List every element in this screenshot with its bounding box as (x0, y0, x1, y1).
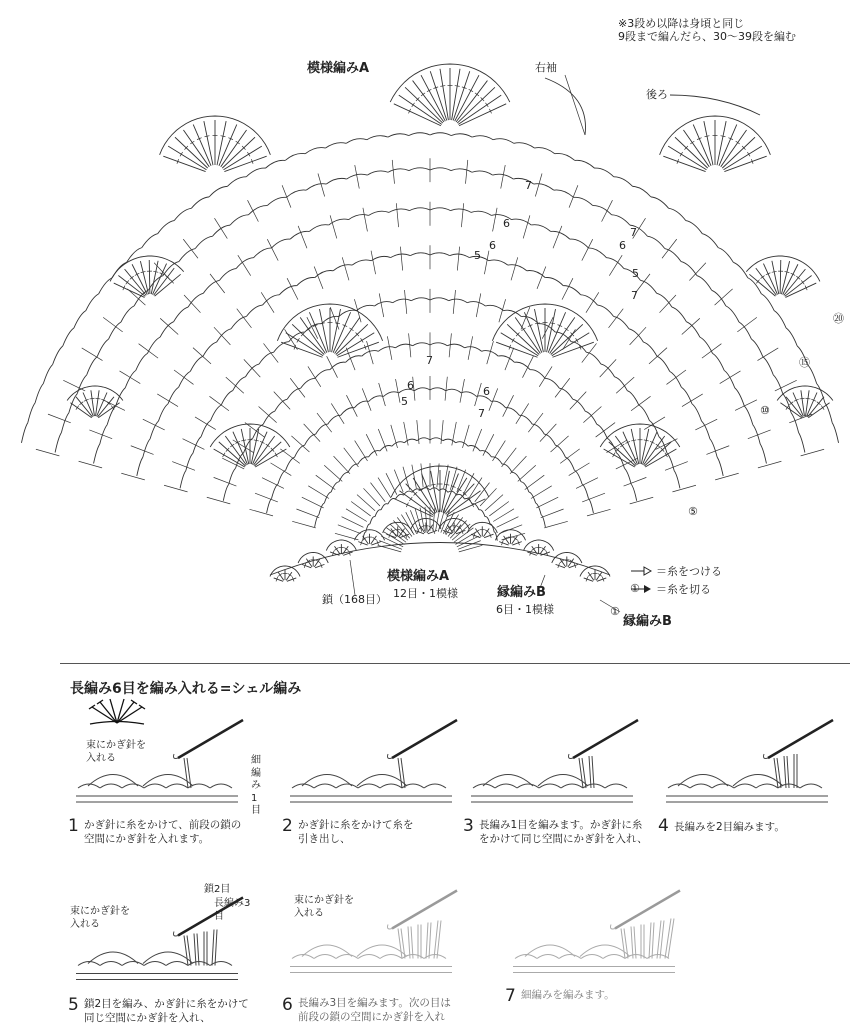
inner-number: 6 (483, 386, 490, 399)
step-5 (68, 878, 253, 1018)
step-3-illustration (463, 718, 648, 813)
step-1-illustration (68, 718, 253, 813)
step-5-callout-c: 長編み3目 (214, 898, 253, 923)
inner-number: 7 (478, 408, 485, 421)
row-marker-1b: ① (610, 606, 620, 619)
cut-yarn-icon (630, 584, 652, 594)
step-6-callout-a: 束にかぎ針を 入れる (294, 895, 354, 920)
step-4-illustration (658, 718, 843, 813)
step-6-number: 6 (282, 995, 293, 1015)
step-2-number: 2 (282, 816, 293, 836)
top-note: ※3段め以降は身頃と同じ 9段まで編んだら、30〜39段を編む (618, 18, 796, 43)
legend-cut-label: ＝糸を切る (656, 581, 711, 597)
step-7-caption: 細編みを編みます。 (521, 988, 693, 1002)
inner-number: 6 (619, 240, 626, 253)
step-3-number: 3 (463, 816, 474, 836)
label-edging-b: 縁編みB (497, 586, 546, 601)
step-2-illustration (282, 718, 467, 813)
inner-number: 7 (426, 355, 433, 368)
step-7 (505, 868, 690, 1018)
step-5-number: 5 (68, 995, 79, 1015)
label-pattern-a-repeat: 12目・1模様 (393, 588, 458, 601)
step-5-callout-a: 束にかぎ針を 入れる (70, 906, 130, 931)
inner-number: 6 (407, 380, 414, 393)
inner-number: 7 (631, 290, 638, 303)
legend-attach-label: ＝糸をつける (656, 563, 722, 579)
step-7-number: 7 (505, 986, 516, 1006)
inner-number: 7 (525, 180, 532, 193)
section-title: 長編み6目を編み入れる=シェル編み (70, 678, 301, 698)
step-1-callout-b: 細編み1目 (251, 755, 261, 818)
step-7-illustration (505, 876, 690, 996)
attach-yarn-icon (630, 566, 652, 576)
row-marker-1a: ① (630, 583, 640, 596)
row-marker-15: ⑮ (799, 357, 810, 370)
label-edging-b-side: 縁編みB (623, 615, 672, 630)
step-2 (282, 718, 467, 848)
step-4 (658, 718, 848, 848)
label-right-sleeve: 右袖 (535, 62, 557, 75)
inner-number: 7 (630, 227, 637, 240)
label-back: 後ろ (646, 89, 668, 102)
label-pattern-a-bottom: 模様編みA (387, 570, 449, 585)
inner-number: 6 (503, 218, 510, 231)
step-2-caption: かぎ針に糸をかけて糸を 引き出し、 (298, 818, 470, 846)
legend-attach (630, 563, 722, 579)
step-6 (282, 868, 482, 1018)
inner-number: 5 (632, 268, 639, 281)
label-edging-b-repeat: 6目・1模様 (496, 604, 554, 617)
step-1 (68, 718, 253, 848)
legend-cut (630, 581, 711, 597)
label-pattern-a-top: 模様編みA (307, 62, 369, 77)
inner-number: 5 (401, 396, 408, 409)
step-1-caption: かぎ針に糸をかけて、前段の鎖の 空間にかぎ針を入れます。 (84, 818, 256, 846)
step-4-number: 4 (658, 816, 669, 836)
step-5-callout-b: 鎖2目 (204, 884, 230, 897)
section-divider (60, 663, 850, 664)
step-4-caption: 長編みを2目編みます。 (674, 820, 846, 834)
step-6-caption: 長編み3目を編みます。次の目は 前段の鎖の空間にかぎ針を入れ (298, 996, 470, 1024)
row-marker-10: ⑩ (760, 405, 770, 418)
step-5-caption: 鎖2目を編み、かぎ針に糸をかけて 同じ空間にかぎ針を入れ、 (84, 997, 256, 1025)
step-1-number: 1 (68, 816, 79, 836)
row-marker-20: ⑳ (833, 313, 844, 326)
inner-number: 6 (489, 240, 496, 253)
inner-number: 5 (474, 250, 481, 263)
step-3-caption: 長編み1目を編みます。かぎ針に糸 をかけて同じ空間にかぎ針を入れ、 (479, 818, 651, 846)
row-marker-5: ⑤ (688, 506, 698, 519)
label-chain: 鎖（168目） (322, 594, 387, 607)
step-6-illustration (282, 876, 467, 996)
step-3 (463, 718, 648, 848)
step-1-callout-a: 束にかぎ針を 入れる (86, 740, 146, 765)
